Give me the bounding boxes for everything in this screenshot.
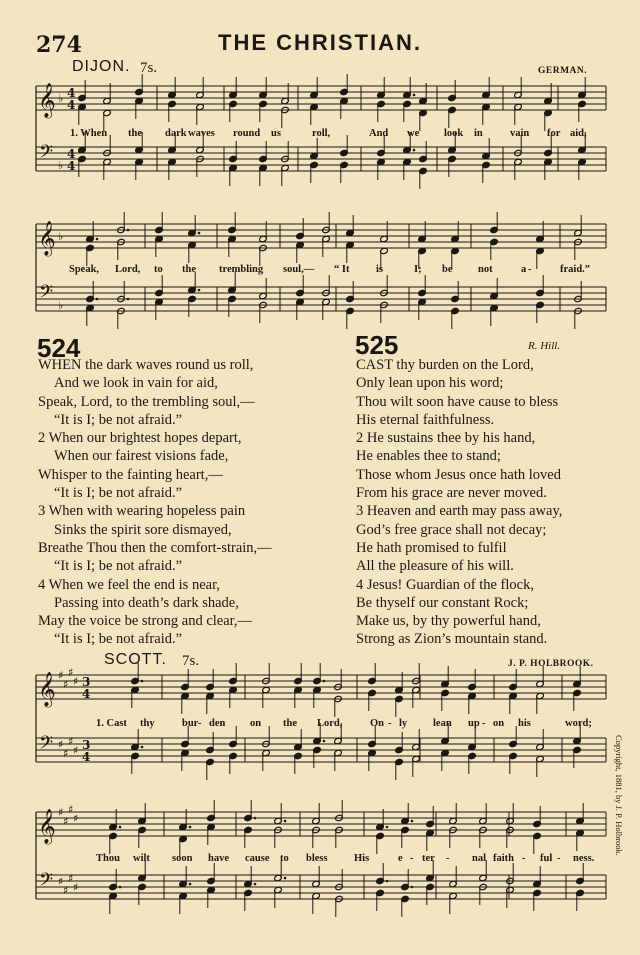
key-signature-accidental: ♯ (58, 738, 64, 751)
hymn-525-text (356, 356, 562, 649)
scott-copyright: Copyright, 1881, by J. P. Holbrook. (614, 735, 624, 856)
lyric-syllable: in (474, 128, 483, 139)
key-signature-accidental: ♯ (63, 747, 69, 760)
verse-line: Breathe Thou then the comfort-strain,— (38, 539, 272, 556)
note-dot (413, 149, 416, 152)
time-signature: 4 (82, 687, 91, 701)
lyric-syllable: on (493, 718, 505, 729)
note-dot (189, 883, 192, 886)
verse-line: Sinks the spirit sore dismayed, (54, 521, 232, 538)
lyric-syllable: His (354, 853, 370, 864)
lyric-syllable: wilt (133, 853, 150, 864)
verse-line: 2 When our brightest hopes depart, (38, 430, 242, 447)
note-dot (127, 229, 130, 232)
treble-clef: 𝄞 (38, 809, 56, 844)
verse-line: “It is I; be not afraid.” (54, 558, 183, 575)
lyric-syllable: us (271, 128, 281, 139)
lyric-syllable: thy (140, 718, 155, 729)
dijon-tune-name: DIJON. (72, 58, 131, 75)
verse-line: 3 When with wearing hopeless pain (38, 503, 246, 520)
verse-line: And we look in vain for aid, (54, 375, 218, 392)
lyric-syllable: Lord, (317, 718, 343, 729)
lyric-syllable: is (376, 264, 384, 275)
lyric-syllable: word; (565, 718, 592, 729)
key-signature-accidental: ♯ (58, 806, 64, 819)
lyric-syllable: - (446, 853, 450, 864)
time-signature: 4 (67, 86, 76, 100)
key-signature-accidental: ♯ (68, 735, 74, 748)
lyric-syllable: look (444, 128, 464, 139)
bass-clef: 𝄢 (39, 870, 54, 895)
verse-line: 4 When we feel the end is near, (38, 576, 220, 593)
verse-line: CAST thy burden on the Lord, (356, 357, 534, 373)
lyric-syllable: his (518, 718, 531, 729)
verse-line: May the voice be strong and clear,— (38, 613, 253, 630)
dijon-composer: GERMAN. (538, 66, 588, 76)
key-signature-accidental: ♯ (73, 744, 79, 757)
verse-line: 4 Jesus! Guardian of the flock, (356, 576, 534, 593)
verse-line: All the pleasure of his will. (356, 558, 514, 575)
lyric-syllable: cause (245, 853, 270, 864)
lyric-syllable: nal (472, 853, 487, 864)
verse-line: God’s free grace shall not decay; (356, 521, 547, 538)
verse-line: “It is I; be not afraid.” (54, 485, 183, 502)
key-signature-accidental: ♯ (68, 872, 74, 885)
hymn-524-text (38, 356, 272, 649)
lyric-syllable: soon (172, 853, 193, 864)
lyric-syllable: - (410, 853, 414, 864)
note-dot (284, 820, 287, 823)
lyric-syllable: Lord, (115, 264, 141, 275)
lyric-syllable: round (233, 128, 261, 139)
lyric-syllable: On (370, 718, 385, 729)
hymn-525-number: 525 (355, 330, 399, 360)
verse-line: Strong as Zion’s mountain stand. (356, 631, 548, 648)
note-dot (198, 289, 201, 292)
verse-line: He enables thee to stand; (356, 448, 501, 465)
lyric-syllable: have (208, 853, 229, 864)
hymn-525-attribution: R. Hill. (528, 340, 561, 352)
lyric-syllable: And (369, 128, 389, 139)
time-signature: 4 (82, 750, 91, 764)
treble-clef: 𝄞 (38, 221, 56, 256)
scott-meter: 7s. (182, 653, 200, 669)
verse-line: 2 He sustains thee by his hand, (356, 430, 536, 447)
note-dot (413, 94, 416, 97)
lyric-syllable: - (528, 264, 532, 275)
note-dot (411, 886, 414, 889)
time-signature: 4 (67, 159, 76, 173)
note-dot (119, 886, 122, 889)
time-signature: 3 (82, 675, 91, 689)
lyric-syllable: e (398, 853, 403, 864)
lyric-syllable: the (283, 718, 297, 729)
lyric-syllable: be (442, 264, 453, 275)
lyric-syllable: ness. (573, 853, 595, 864)
lyric-syllable: aid, (570, 128, 587, 139)
lyric-syllable: - (388, 718, 392, 729)
bass-clef: 𝄢 (39, 142, 54, 167)
lyric-syllable: Thou (96, 853, 120, 864)
scott-composer: J. P. HOLBROOK. (508, 659, 594, 669)
lyric-syllable: trembling (219, 264, 264, 275)
verse-line: When our fairest visions fade, (54, 448, 229, 465)
time-signature: 4 (67, 98, 76, 112)
note-dot (141, 746, 144, 749)
lyric-syllable: - (522, 853, 526, 864)
verse-line: Whisper to the fainting heart,— (38, 466, 223, 483)
bass-clef: 𝄢 (39, 733, 54, 758)
key-signature-accidental: ♯ (63, 815, 69, 828)
page-number: 274 (36, 32, 82, 58)
bass-clef: 𝄢 (39, 282, 54, 307)
note-dot (386, 880, 389, 883)
lyric-syllable: we (407, 128, 420, 139)
note-dot (323, 740, 326, 743)
lyric-syllable: dark (165, 128, 187, 139)
lyric-syllable: Speak, (69, 264, 100, 275)
scott-tune-name: SCOTT. (104, 651, 167, 668)
verse-line: Only lean upon his word; (356, 375, 504, 392)
lyric-syllable: to (280, 853, 289, 864)
note-dot (323, 680, 326, 683)
lyric-syllable: roll, (312, 128, 331, 139)
key-signature-accidental: ♯ (68, 803, 74, 816)
verse-line: Passing into death’s dark shade, (54, 594, 239, 611)
lyric-syllable: “ It (334, 264, 350, 275)
key-signature-accidental: ♯ (63, 884, 69, 897)
lyric-syllable: not (478, 264, 493, 275)
note-dot (127, 298, 130, 301)
lyric-syllable: faith (493, 853, 514, 864)
key-signature-accidental: ♭ (58, 92, 64, 105)
key-signature-accidental: ♯ (58, 669, 64, 682)
note-dot (96, 298, 99, 301)
key-signature-accidental: ♭ (58, 159, 64, 172)
verse-line: 3 Heaven and earth may pass away, (356, 503, 563, 520)
lyric-syllable: den (209, 718, 226, 729)
key-signature-accidental: ♯ (68, 666, 74, 679)
verse-line: “It is I; be not afraid.” (54, 411, 183, 428)
lyric-syllable: vain (510, 128, 530, 139)
note-dot (284, 877, 287, 880)
verse-line: He hath promised to fulfil (356, 539, 507, 556)
note-dot (198, 232, 201, 235)
lyric-syllable: - (557, 853, 561, 864)
lyric-syllable: the (182, 264, 196, 275)
verse-line: Thou wilt soon have cause to bless (356, 393, 559, 410)
time-signature: 4 (67, 147, 76, 161)
verse-line: Make us, by thy powerful hand, (356, 613, 541, 630)
treble-clef: 𝄞 (38, 672, 56, 707)
note-dot (96, 238, 99, 241)
lyric-syllable: I; (414, 264, 422, 275)
running-title: THE CHRISTIAN. (218, 30, 422, 55)
lyric-syllable: 1. When (70, 128, 108, 139)
lyric-syllable: for (547, 128, 561, 139)
lyric-syllable: a (521, 264, 527, 275)
key-signature-accidental: ♯ (73, 881, 79, 894)
lyric-syllable: - (198, 718, 202, 729)
note-dot (119, 826, 122, 829)
lyric-syllable: up (468, 718, 480, 729)
note-dot (254, 817, 257, 820)
verse-line: “It is I; be not afraid.” (54, 631, 183, 648)
verse-line: From his grace are never moved. (356, 485, 547, 502)
dijon-meter: 7s. (140, 60, 158, 76)
hymn-524-number: 524 (37, 333, 81, 363)
lyric-syllable: bur (182, 718, 199, 729)
key-signature-accidental: ♯ (73, 675, 79, 688)
key-signature-accidental: ♯ (58, 875, 64, 888)
key-signature-accidental: ♭ (58, 230, 64, 243)
note-dot (141, 680, 144, 683)
lyric-syllable: on (250, 718, 262, 729)
lyric-syllable: bless (306, 853, 328, 864)
lyric-syllable: - (482, 718, 486, 729)
treble-clef: 𝄞 (38, 83, 56, 118)
lyric-syllable: the (128, 128, 142, 139)
verse-line: WHEN the dark waves round us roll, (38, 357, 254, 373)
lyric-syllable: ter (422, 853, 435, 864)
key-signature-accidental: ♯ (73, 812, 79, 825)
lyric-syllable: to (154, 264, 163, 275)
lyric-syllable: soul,— (283, 264, 315, 275)
note-dot (254, 883, 257, 886)
lyric-syllable: waves (188, 128, 215, 139)
note-dot (189, 826, 192, 829)
lyric-syllable: 1. Cast (96, 718, 127, 729)
verse-line: Be thyself our constant Rock; (356, 594, 529, 611)
note-dot (386, 826, 389, 829)
time-signature: 3 (82, 738, 91, 752)
key-signature-accidental: ♯ (63, 678, 69, 691)
note-dot (411, 820, 414, 823)
verse-line: His eternal faithfulness. (356, 411, 495, 428)
verse-line: Those whom Jesus once hath loved (356, 466, 561, 483)
key-signature-accidental: ♭ (58, 299, 64, 312)
lyric-syllable: fraid.” (560, 264, 591, 275)
lyric-syllable: lean (433, 718, 452, 729)
verse-line: Speak, Lord, to the trembling soul,— (38, 393, 255, 410)
lyric-syllable: ly (399, 718, 408, 729)
lyric-syllable: ful (540, 853, 553, 864)
